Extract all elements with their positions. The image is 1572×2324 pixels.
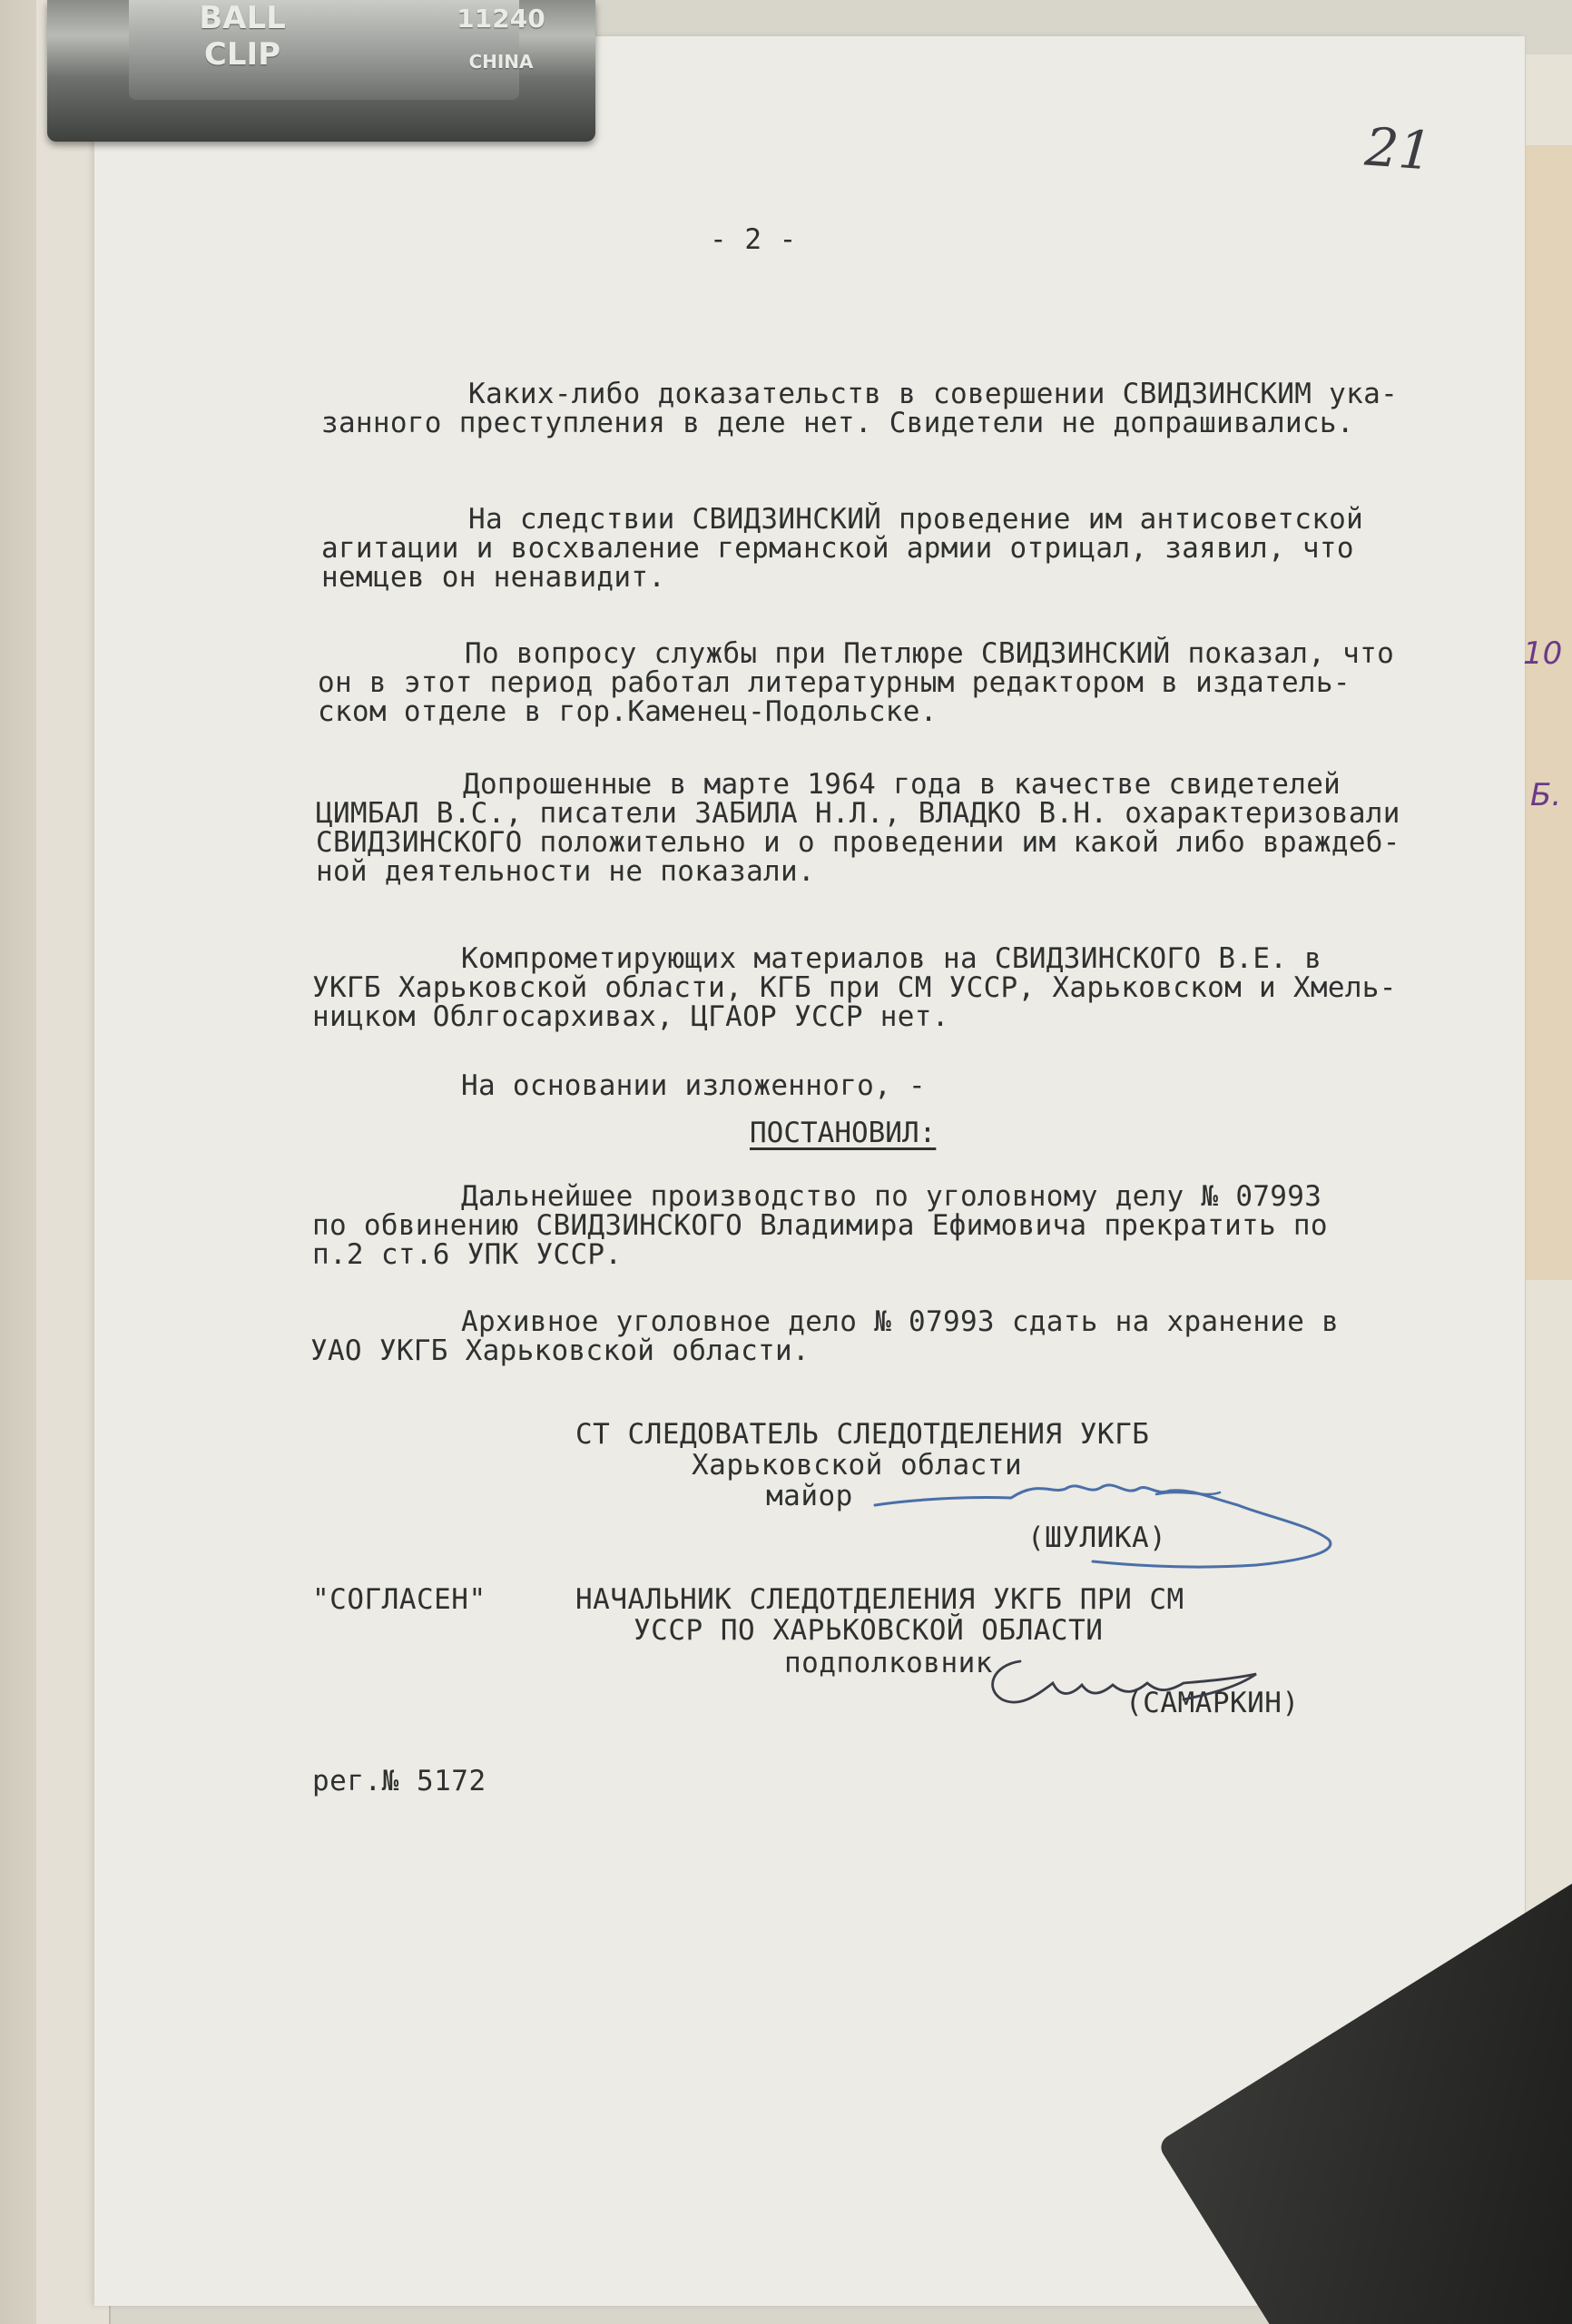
paragraph-line: ной деятельности не показали. <box>316 855 815 888</box>
signer-1-name: (ШУЛИКА) <box>1027 1521 1167 1554</box>
signer-1-title-line-1: СТ СЛЕДОВАТЕЛЬ СЛЕДОТДЕЛЕНИЯ УКГБ <box>575 1418 1150 1451</box>
paragraph-line: занного преступления в деле нет. Свидетели не допрашивались. <box>321 407 1354 439</box>
resolution-paragraph <box>310 1307 1339 1365</box>
folio-number: 21 <box>1362 115 1435 182</box>
paragraph-line: по обвинению СВИДЗИНСКОГО Владимира Ефимовича прекратить по <box>312 1209 1328 1242</box>
signer-1-title-line-2: Харьковской области <box>692 1449 1023 1482</box>
paragraph <box>321 379 1398 438</box>
paragraph <box>321 505 1363 592</box>
paragraph-line: п.2 ст.6 УПК УССР. <box>312 1238 623 1271</box>
signer-2-name: (САМАРКИН) <box>1125 1687 1300 1719</box>
signer-2-title-line-2: УССР ПО ХАРЬКОВСКОЙ ОБЛАСТИ <box>634 1614 1104 1647</box>
signer-2-title-line-1: НАЧАЛЬНИК СЛЕДОТДЕЛЕНИЯ УКГБ ПРИ СМ <box>575 1583 1184 1616</box>
paragraph <box>316 770 1400 886</box>
margin-mark: 10 <box>1523 635 1563 672</box>
paragraph-line: агитации и восхваление германской армии отрицал, заявил, что <box>321 532 1354 565</box>
signer-2-rank: подполковник <box>784 1647 993 1679</box>
paragraph <box>318 639 1394 726</box>
paragraph-line: УАО УКГБ Харьковской области. <box>310 1334 810 1367</box>
margin-mark: Б. <box>1530 777 1562 813</box>
document-page <box>94 36 1525 2306</box>
clip-brand-label: BALL CLIP <box>199 0 286 73</box>
paragraph-line: Допрошенные в марте 1964 года в качестве свидетелей <box>463 768 1341 801</box>
paragraph <box>312 1071 926 1100</box>
paragraph <box>312 944 1397 1031</box>
paragraph-line: Компрометирующих материалов на СВИДЗИНСКОГО В.Е. в <box>461 942 1322 975</box>
paragraph-line: Архивное уголовное дело № 07993 сдать на хранение в <box>461 1305 1340 1338</box>
paragraph-line: СВИДЗИНСКОГО положительно и о проведении им какой либо враждеб- <box>316 826 1400 859</box>
clip-origin-label: CHINA <box>468 51 534 73</box>
resolution-paragraph <box>312 1182 1328 1269</box>
paragraph-line: он в этот период работал литературным редактором в издатель- <box>318 666 1351 699</box>
binder-clip <box>47 0 595 142</box>
page-number: - 2 - <box>710 223 797 256</box>
paragraph-line: немцев он ненавидит. <box>321 561 666 594</box>
agreed-label: "СОГЛАСЕН" <box>312 1583 486 1616</box>
signature-2 <box>966 1643 1292 1743</box>
paragraph-line: ницком Облгосархивах, ЦГАОР УССР нет. <box>312 1000 949 1033</box>
signer-1-rank: майор <box>766 1480 853 1512</box>
paragraph-line: ЦИМБАЛ В.С., писатели ЗАБИЛА Н.Л., ВЛАДКО В.Н. охарактеризовали <box>316 797 1400 830</box>
paragraph-line: Дальнейшее производство по уголовному делу № 07993 <box>461 1180 1322 1213</box>
paragraph-line: На основании изложенного, - <box>461 1069 927 1102</box>
paragraph-line: Каких-либо доказательств в совершении СВИДЗИНСКИМ ука- <box>468 378 1399 410</box>
paragraph-line: УКГБ Харьковской области, КГБ при СМ УССР, Харьковском и Хмель- <box>312 971 1397 1004</box>
paragraph-line: По вопросу службы при Петлюре СВИДЗИНСКИЙ показал, что <box>465 637 1395 670</box>
resolution-heading: ПОСТАНОВИЛ: <box>750 1117 937 1149</box>
underlying-page-strip <box>1525 145 1572 1280</box>
paragraph-line: ском отделе в гор.Каменец-Подольске. <box>318 695 938 728</box>
signature-1 <box>857 1452 1365 1598</box>
clip-model-label: 11240 <box>457 4 545 34</box>
paragraph-line: На следствии СВИДЗИНСКИЙ проведение им антисоветской <box>468 503 1364 536</box>
registration-number: рег.№ 5172 <box>312 1765 486 1797</box>
